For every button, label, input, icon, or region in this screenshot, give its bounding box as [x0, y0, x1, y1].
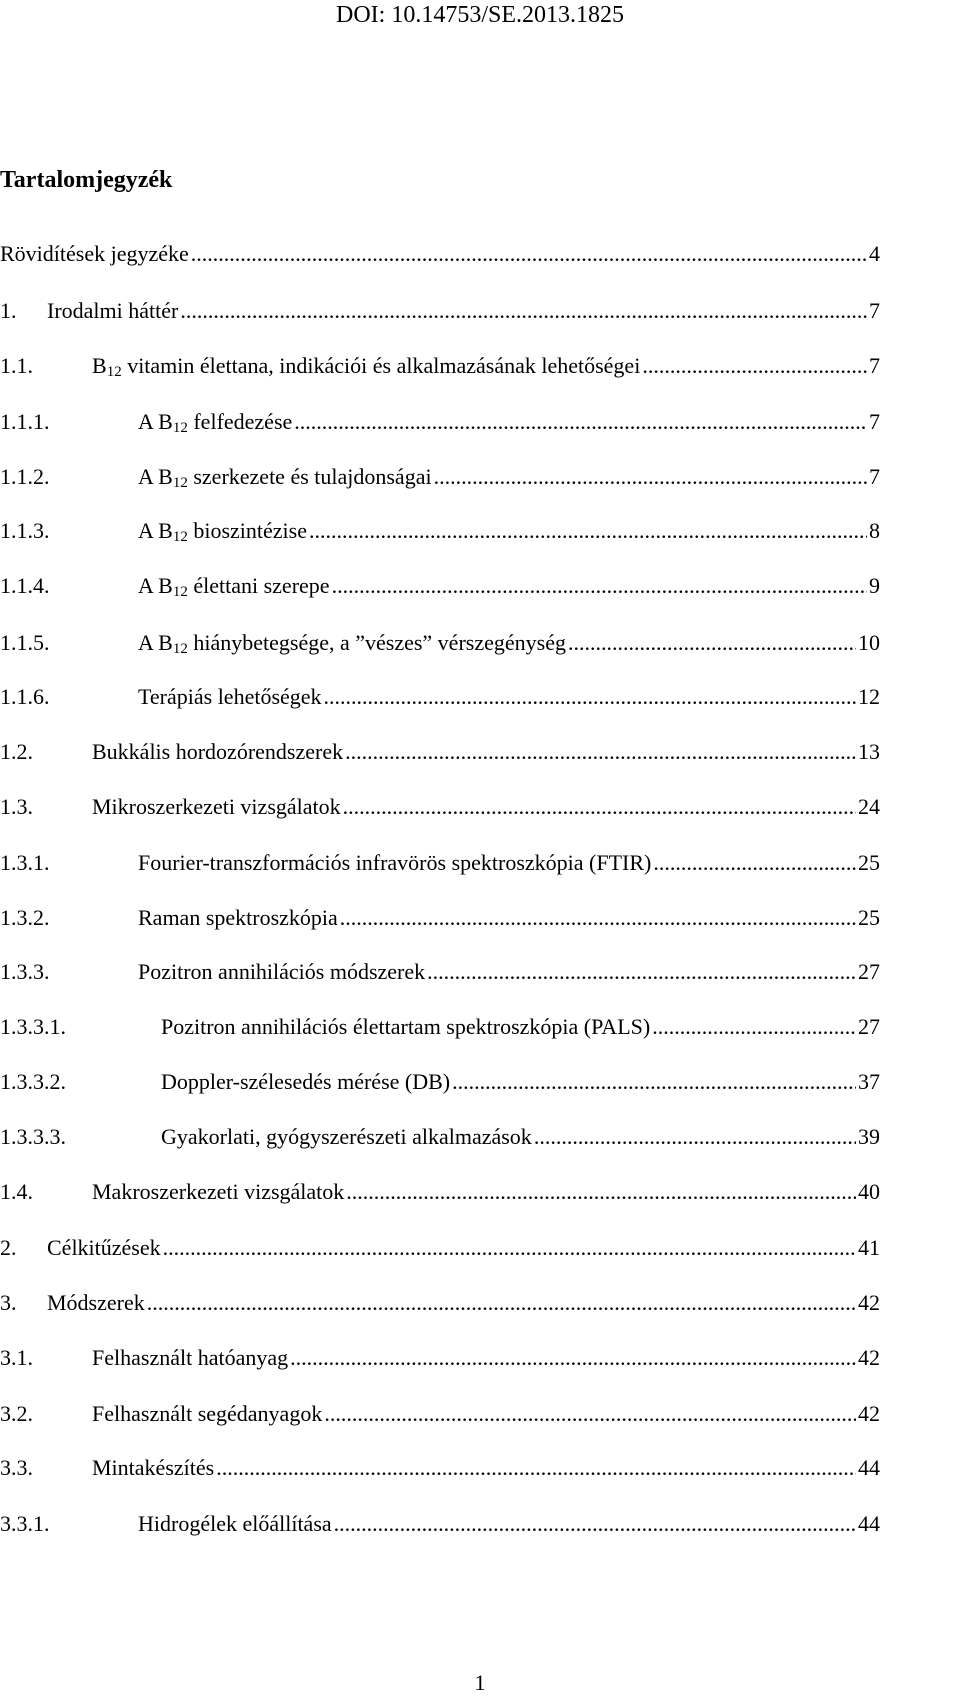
toc-entry-title-text: Módszerek	[47, 1290, 145, 1315]
toc-dot-leader	[334, 1508, 856, 1540]
toc-entry[interactable]	[0, 1287, 880, 1319]
toc-entry-title	[47, 1287, 145, 1319]
toc-entry-title-text: Pozitron annihilációs élettartam spektroszkópia (PALS)	[161, 1014, 651, 1039]
toc-entry-page: 44	[858, 1511, 880, 1536]
toc-entry-number: 1.4.	[0, 1179, 33, 1204]
toc-entry-title	[138, 847, 651, 879]
toc-entry[interactable]	[0, 956, 880, 988]
toc-entry-title-text: Felhasznált hatóanyag	[92, 1345, 289, 1370]
toc-entry[interactable]	[0, 515, 880, 547]
toc-dot-leader	[163, 1232, 856, 1264]
toc-entry-number: 1.3.3.	[0, 959, 50, 984]
toc-entry-number: 1.3.	[0, 794, 33, 819]
toc-entry-number: 1.2.	[0, 739, 33, 764]
toc-entry-number: 1.1.1.	[0, 409, 50, 434]
toc-entry-page: 7	[869, 464, 880, 489]
toc-entry-title-text: felfedezése	[187, 409, 293, 434]
toc-entry-title-prefix: A B	[138, 518, 173, 543]
toc-entry-number: 1.1.5.	[0, 630, 50, 655]
toc-entry-number: 1.3.2.	[0, 905, 50, 930]
toc-entry-title-subscript: 12	[172, 641, 188, 657]
toc-entry-title	[92, 736, 343, 768]
toc-entry-page: 44	[858, 1455, 880, 1480]
toc-entry-title	[138, 570, 330, 602]
toc-entry-title-text: Fourier-transzformációs infravörös spektroszkópia (FTIR)	[138, 850, 652, 875]
toc-dot-leader	[346, 1176, 856, 1208]
toc-entry[interactable]	[0, 1121, 880, 1153]
toc-entry-page: 25	[858, 850, 880, 875]
toc-entry-title-subscript: 12	[172, 584, 188, 600]
toc-entry-title-text: Mintakészítés	[92, 1455, 215, 1480]
toc-entry-title-text: Gyakorlati, gyógyszerészeti alkalmazások	[161, 1124, 532, 1149]
toc-entry-page: 39	[858, 1124, 880, 1149]
toc-entry-page: 41	[858, 1235, 880, 1260]
toc-entry-title-text: Raman spektroszkópia	[138, 905, 338, 930]
toc-entry-title-text: Doppler-szélesedés mérése (DB)	[161, 1069, 451, 1094]
toc-entry-title-prefix: A B	[138, 464, 173, 489]
toc-entry-title	[138, 515, 307, 547]
toc-entry-page: 42	[858, 1345, 880, 1370]
toc-entry-page: 24	[858, 794, 880, 819]
toc-dot-leader	[324, 681, 856, 713]
toc-entry[interactable]	[0, 295, 880, 327]
toc-entry-number: 3.2.	[0, 1401, 33, 1426]
toc-entry-title-subscript: 12	[172, 529, 188, 545]
toc-entry-title-subscript: 12	[172, 420, 188, 436]
toc-dot-leader	[452, 1066, 856, 1098]
toc-dot-leader	[343, 791, 856, 823]
toc-entry-title	[161, 1066, 450, 1098]
toc-dot-leader	[652, 1011, 856, 1043]
toc-dot-leader	[324, 1398, 856, 1430]
toc-entry-title	[92, 350, 640, 382]
toc-entry-page: 25	[858, 905, 880, 930]
toc-entry[interactable]	[0, 902, 880, 934]
toc-entry-title-text: Rövidítések jegyzéke	[0, 241, 189, 266]
toc-entry[interactable]	[0, 1011, 880, 1043]
toc-entry-title-prefix: A B	[138, 630, 173, 655]
toc-entry-title-subscript: 12	[106, 364, 122, 380]
toc-dot-leader	[534, 1121, 856, 1153]
toc-entry-number: 3.1.	[0, 1345, 33, 1370]
toc-entry-number: 1.	[0, 298, 17, 323]
toc-entry-title-text: Terápiás lehetőségek	[138, 684, 322, 709]
toc-dot-leader	[216, 1452, 856, 1484]
toc-entry-number: 1.3.1.	[0, 850, 50, 875]
toc-entry[interactable]	[0, 627, 880, 659]
toc-dot-leader	[340, 902, 856, 934]
toc-dot-leader	[309, 515, 867, 547]
toc-entry[interactable]	[0, 350, 880, 382]
toc-entry-number: 2.	[0, 1235, 17, 1260]
toc-entry[interactable]	[0, 1398, 880, 1430]
toc-entry[interactable]	[0, 461, 880, 493]
toc-dot-leader	[434, 461, 867, 493]
toc-dot-leader	[147, 1287, 856, 1319]
toc-entry-title	[138, 406, 292, 438]
toc-entry-title	[92, 1342, 288, 1374]
toc-entry-title-prefix: A B	[138, 573, 173, 598]
toc-entry-title-text: Pozitron annihilációs módszerek	[138, 959, 426, 984]
toc-dot-leader	[191, 238, 867, 270]
toc-entry-page: 10	[858, 630, 880, 655]
toc-entry-title-text: Mikroszerkezeti vizsgálatok	[92, 794, 341, 819]
toc-entry-title-text: Irodalmi háttér	[47, 298, 179, 323]
toc-entry-page: 7	[869, 353, 880, 378]
toc-entry-page: 27	[858, 1014, 880, 1039]
toc-dot-leader	[427, 956, 856, 988]
toc-entry-title	[138, 627, 566, 659]
doi-header: DOI: 10.14753/SE.2013.1825	[336, 2, 624, 28]
toc-entry[interactable]	[0, 570, 880, 602]
toc-entry-title	[138, 681, 322, 713]
toc-entry-number: 1.1.6.	[0, 684, 50, 709]
toc-entry-title	[92, 1452, 214, 1484]
toc-entry-title-text: Makroszerkezeti vizsgálatok	[92, 1179, 345, 1204]
toc-entry-number: 1.1.	[0, 353, 33, 378]
toc-entry[interactable]	[0, 1452, 880, 1484]
toc-entry-title-text: vitamin élettana, indikációi és alkalmazásának lehetőségei	[121, 353, 641, 378]
toc-entry-title-text: Felhasznált segédanyagok	[92, 1401, 323, 1426]
toc-entry-title	[161, 1011, 650, 1043]
toc-entry[interactable]	[0, 681, 880, 713]
toc-entry-page: 27	[858, 959, 880, 984]
toc-entry-title-prefix: B	[92, 353, 107, 378]
toc-entry-title-text: Bukkális hordozórendszerek	[92, 739, 344, 764]
toc-entry[interactable]	[0, 406, 880, 438]
toc-entry-number: 3.3.	[0, 1455, 33, 1480]
toc-entry-number: 1.3.3.3.	[0, 1124, 66, 1149]
toc-entry-number: 1.1.2.	[0, 464, 50, 489]
toc-entry-page: 9	[869, 573, 880, 598]
toc-entry-page: 12	[858, 684, 880, 709]
toc-entry[interactable]	[0, 736, 880, 768]
toc-entry-page: 8	[869, 518, 880, 543]
toc-dot-leader	[568, 627, 856, 659]
toc-dot-leader	[290, 1342, 856, 1374]
toc-entry-title-text: hiánybetegsége, a ”vészes” vérszegénység	[187, 630, 566, 655]
toc-entry-title	[138, 956, 425, 988]
toc-entry-number: 1.3.3.1.	[0, 1014, 66, 1039]
toc-entry-number: 3.	[0, 1290, 17, 1315]
toc-entry-title	[47, 1232, 161, 1264]
toc-entry-title-text: szerkezete és tulajdonságai	[187, 464, 432, 489]
toc-entry[interactable]	[0, 1176, 880, 1208]
toc-entry-title	[161, 1121, 532, 1153]
toc-entry-page: 4	[869, 241, 880, 266]
page-number: 1	[474, 1670, 486, 1695]
toc-entry-page: 13	[858, 739, 880, 764]
toc-dot-leader	[653, 847, 856, 879]
toc-entry-title	[138, 902, 338, 934]
toc-dot-leader	[180, 295, 867, 327]
toc-entry-title	[47, 295, 178, 327]
toc-entry-title	[92, 791, 341, 823]
toc-entry-page: 42	[858, 1290, 880, 1315]
toc-entry-number: 3.3.1.	[0, 1511, 50, 1536]
toc-entry-number: 1.3.3.2.	[0, 1069, 66, 1094]
toc-entry-page: 7	[869, 409, 880, 434]
toc-entry-title-subscript: 12	[172, 475, 188, 491]
toc-entry-title-text: Hidrogélek előállítása	[138, 1511, 332, 1536]
toc-entry-number: 1.1.3.	[0, 518, 50, 543]
toc-entry-title	[138, 461, 432, 493]
toc-dot-leader	[294, 406, 867, 438]
toc-entry[interactable]	[0, 1066, 880, 1098]
toc-dot-leader	[345, 736, 856, 768]
toc-entry-number: 1.1.4.	[0, 573, 50, 598]
toc-entry-title-text: élettani szerepe	[187, 573, 330, 598]
toc-entry-title	[92, 1398, 322, 1430]
toc-entry-title-text: Célkitűzések	[47, 1235, 161, 1260]
toc-entry-title	[92, 1176, 344, 1208]
toc-entry[interactable]	[0, 238, 880, 270]
toc-entry[interactable]	[0, 847, 880, 879]
toc-entry-title-prefix: A B	[138, 409, 173, 434]
toc-title: Tartalomjegyzék	[0, 167, 173, 193]
toc-entry-page: 37	[858, 1069, 880, 1094]
toc-dot-leader	[332, 570, 867, 602]
toc-entry[interactable]	[0, 1508, 880, 1540]
toc-entry-title	[138, 1508, 332, 1540]
toc-entry-page: 42	[858, 1401, 880, 1426]
toc-entry[interactable]	[0, 791, 880, 823]
toc-entry-page: 7	[869, 298, 880, 323]
toc-entry-page: 40	[858, 1179, 880, 1204]
toc-entry[interactable]	[0, 1342, 880, 1374]
toc-dot-leader	[642, 350, 867, 382]
toc-entry-title	[0, 238, 189, 270]
toc-entry-title-text: bioszintézise	[187, 518, 307, 543]
toc-entry[interactable]	[0, 1232, 880, 1264]
